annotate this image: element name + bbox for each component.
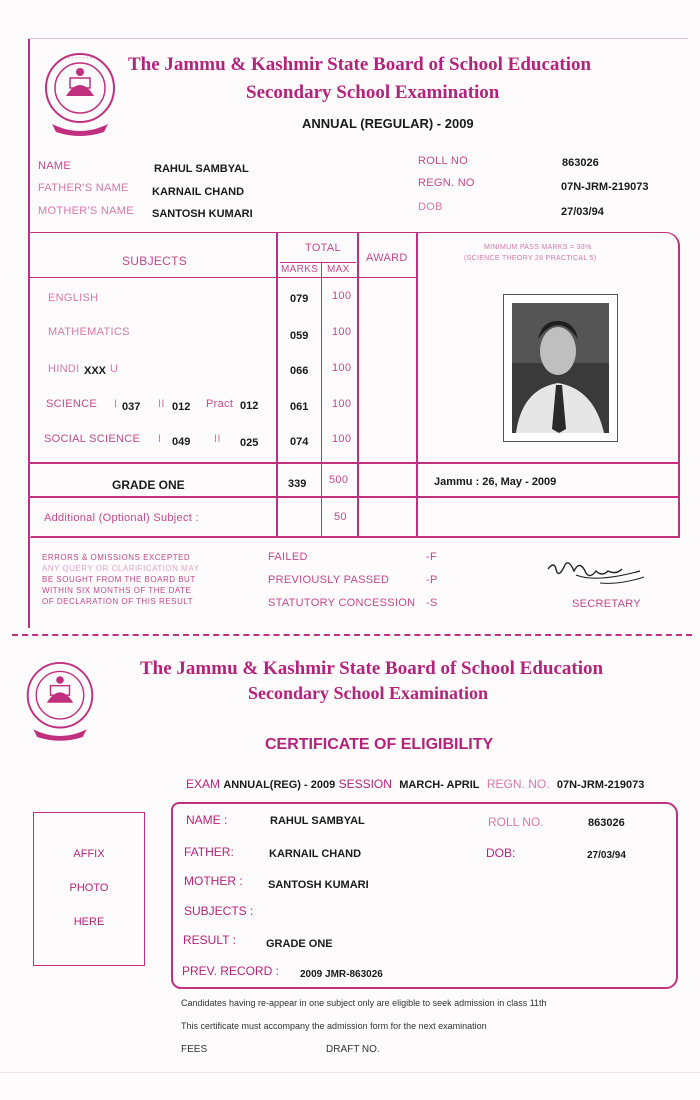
cert-roll-label: ROLL NO. bbox=[488, 815, 544, 829]
cert-dob-label: DOB: bbox=[486, 846, 516, 860]
exam-label: EXAM bbox=[186, 777, 221, 791]
science-pract: 012 bbox=[240, 400, 259, 412]
legend-previously-passed-code: -P bbox=[426, 574, 438, 586]
marks-science: 061 bbox=[290, 401, 309, 413]
regn-label: REGN. NO bbox=[418, 177, 475, 189]
social-p2-label: II bbox=[214, 433, 221, 445]
legend-failed-code: -F bbox=[426, 551, 437, 563]
cert-note-accompany: This certificate must accompany the admission form for the next examination bbox=[181, 1021, 487, 1031]
pass-note-2: (SCIENCE THEORY 28 PRACTICAL 5) bbox=[464, 255, 597, 262]
name-label: NAME bbox=[38, 160, 71, 172]
marks-mathematics: 059 bbox=[290, 330, 309, 342]
mother-label: MOTHER'S NAME bbox=[38, 205, 134, 217]
frame-top bbox=[28, 38, 688, 39]
science-p2-label: II bbox=[158, 398, 165, 410]
secretary-signature-icon bbox=[540, 555, 650, 591]
grade-result: GRADE ONE bbox=[112, 478, 185, 492]
certificate-details-box bbox=[171, 802, 678, 989]
social-p2: 025 bbox=[240, 437, 259, 449]
science-p1: 037 bbox=[122, 401, 141, 413]
pass-note-1: MINIMUM PASS MARKS = 33% bbox=[484, 244, 592, 251]
subject-english: ENGLISH bbox=[48, 292, 99, 304]
total-marks: 339 bbox=[288, 478, 307, 490]
dob-label: DOB bbox=[418, 201, 443, 213]
affix-photo-text: HERE bbox=[73, 916, 105, 928]
cert-note-admission: Candidates having re-appear in one subject only are eligible to seek admission in class 11th bbox=[181, 998, 547, 1008]
cert-prev-record-label: PREV. RECORD : bbox=[182, 964, 279, 978]
exam-session: ANNUAL (REGULAR) - 2009 bbox=[302, 116, 474, 131]
max-social-science: 100 bbox=[332, 433, 352, 445]
legend-failed: FAILED bbox=[268, 551, 308, 563]
additional-max: 50 bbox=[334, 511, 347, 523]
certificate-title: CERTIFICATE OF ELIGIBILITY bbox=[265, 736, 494, 753]
science-p2: 012 bbox=[172, 401, 191, 413]
max-english: 100 bbox=[332, 290, 352, 302]
cert-subjects-label: SUBJECTS : bbox=[184, 904, 254, 918]
social-p1-label: I bbox=[158, 433, 162, 445]
legend-previously-passed: PREVIOUSLY PASSED bbox=[268, 574, 390, 586]
cert-mother: SANTOSH KUMARI bbox=[268, 879, 369, 891]
award-header: AWARD bbox=[366, 252, 408, 264]
science-p1-label: I bbox=[114, 398, 118, 410]
subjects-header: SUBJECTS bbox=[122, 254, 188, 268]
student-name: RAHUL SAMBYAL bbox=[154, 163, 249, 175]
subject-social-science: SOCIAL SCIENCE bbox=[44, 433, 141, 445]
svg-text:· · · · · · ·: · · · · · · · bbox=[67, 55, 93, 62]
cert-father: KARNAIL CHAND bbox=[269, 848, 362, 860]
cert-regn-label: REGN. NO. bbox=[486, 777, 550, 791]
affix-photo-box bbox=[33, 812, 145, 966]
exam-value: ANNUAL(REG) - 2009 bbox=[223, 779, 336, 791]
dob-value: 27/03/94 bbox=[561, 206, 604, 218]
cert-regn-value: 07N-JRM-219073 bbox=[556, 779, 645, 791]
marks-hindi: 066 bbox=[290, 365, 309, 377]
cert-dob: 27/03/94 bbox=[587, 850, 626, 861]
cert-fees-label: FEES bbox=[181, 1044, 208, 1055]
affix-photo-text: AFFIX bbox=[73, 848, 105, 860]
page-edge bbox=[0, 1072, 700, 1073]
legend-statutory-concession: STATUTORY CONCESSION bbox=[268, 597, 416, 609]
cert-mother-label: MOTHER : bbox=[184, 874, 243, 888]
cert-name: RAHUL SAMBYAL bbox=[270, 815, 365, 827]
max-header: MAX bbox=[327, 264, 350, 275]
board-emblem-icon bbox=[22, 654, 98, 744]
subject-hindi-strike: XXX bbox=[84, 365, 107, 377]
regn-number: 07N-JRM-219073 bbox=[561, 181, 649, 193]
cert-result-label: RESULT : bbox=[183, 933, 236, 947]
max-science: 100 bbox=[332, 398, 352, 410]
session-label: SESSION bbox=[338, 777, 392, 791]
father-name: KARNAIL CHAND bbox=[152, 186, 245, 198]
student-portrait-icon bbox=[512, 303, 609, 433]
cut-line bbox=[12, 634, 692, 636]
mother-name: SANTOSH KUMARI bbox=[152, 208, 253, 220]
subject-hindi: HINDI bbox=[48, 363, 80, 375]
cert-prev-record: 2009 JMR-863026 bbox=[300, 969, 383, 980]
session-value: MARCH- APRIL bbox=[399, 779, 480, 791]
student-photo bbox=[503, 294, 618, 442]
father-label: FATHER'S NAME bbox=[38, 182, 129, 194]
roll-label: ROLL NO bbox=[418, 155, 468, 167]
science-pract-label: Pract bbox=[206, 398, 234, 410]
subject-science: SCIENCE bbox=[46, 398, 97, 410]
total-header: TOTAL bbox=[305, 242, 341, 254]
certificate-board-title: The Jammu & Kashmir State Board of School Education bbox=[140, 658, 604, 679]
errors-line: ERRORS & OMISSIONS EXCEPTED bbox=[42, 553, 191, 562]
errors-line: ANY QUERY OR CLARIFICATION MAY bbox=[42, 564, 200, 573]
certificate-exam-row bbox=[186, 777, 644, 791]
secretary-label: SECRETARY bbox=[572, 598, 641, 610]
board-emblem-icon bbox=[40, 48, 120, 136]
cert-name-label: NAME : bbox=[186, 813, 228, 827]
social-p1: 049 bbox=[172, 436, 191, 448]
cert-roll: 863026 bbox=[588, 817, 625, 829]
cert-draft-label: DRAFT NO. bbox=[326, 1044, 380, 1055]
marks-header: MARKS bbox=[281, 264, 319, 275]
marks-english: 079 bbox=[290, 293, 309, 305]
legend-statutory-concession-code: -S bbox=[426, 597, 438, 609]
errors-line: WITHIN SIX MONTHS OF THE DATE bbox=[42, 586, 192, 595]
board-title: The Jammu & Kashmir State Board of School Education bbox=[128, 54, 592, 75]
subject-mathematics: MATHEMATICS bbox=[48, 326, 130, 338]
affix-photo-text: PHOTO bbox=[69, 882, 109, 894]
certificate-exam-subtitle: Secondary School Examination bbox=[248, 683, 489, 703]
cert-result: GRADE ONE bbox=[266, 938, 333, 950]
marks-social-science: 074 bbox=[290, 436, 309, 448]
additional-subject-label: Additional (Optional) Subject : bbox=[44, 512, 199, 524]
total-max: 500 bbox=[329, 474, 349, 486]
max-hindi: 100 bbox=[332, 362, 352, 374]
errors-line: BE SOUGHT FROM THE BOARD BUT bbox=[42, 575, 196, 584]
exam-subtitle: Secondary School Examination bbox=[246, 82, 500, 103]
errors-line: OF DECLARATION OF THIS RESULT bbox=[42, 597, 193, 606]
roll-number: 863026 bbox=[562, 157, 599, 169]
place-date: Jammu : 26, May - 2009 bbox=[434, 476, 557, 488]
max-mathematics: 100 bbox=[332, 326, 352, 338]
cert-father-label: FATHER: bbox=[184, 845, 234, 859]
subject-hindi-tail: U bbox=[110, 363, 119, 375]
errors-note bbox=[42, 552, 199, 607]
